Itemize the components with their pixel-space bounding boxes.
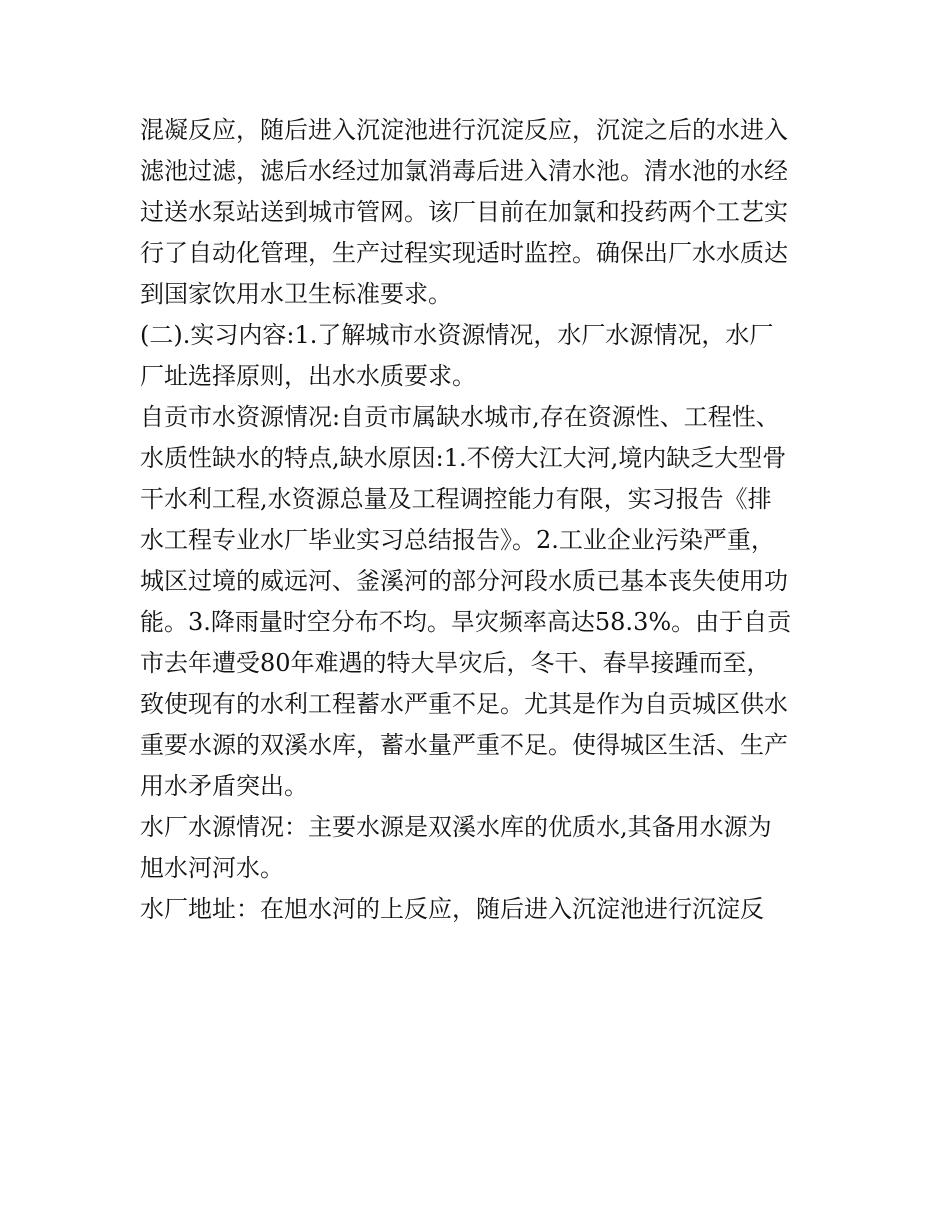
- text-line: 行了自动化管理，生产过程实现适时监控。确保出厂水水质达: [140, 239, 788, 267]
- text-line: 旭水河河水。: [140, 854, 284, 882]
- text-line: 自贡市水资源情况:自贡市属缺水城市,存在资源性、工程性、: [140, 403, 780, 431]
- text-line: 干水利工程,水资源总量及工程调控能力有限，实习报告《排: [140, 485, 772, 513]
- text-line: 混凝反应，随后进入沉淀池进行沉淀反应，沉淀之后的水进入: [140, 116, 788, 144]
- text-line: 市去年遭受80年难遇的特大旱灾后，冬干、春旱接踵而至，: [140, 649, 771, 677]
- text-line: 水质性缺水的特点,缺水原因:1.不傍大江大河,境内缺乏大型骨: [140, 444, 787, 472]
- text-line: 水工程专业水厂毕业实习总结报告》。2.工业企业污染严重，: [140, 526, 775, 554]
- text-line: 水厂水源情况：主要水源是双溪水库的优质水,其备用水源为: [140, 813, 772, 841]
- text-line: 水厂地址：在旭水河的上反应，随后进入沉淀池进行沉淀反: [140, 895, 764, 923]
- text-line: 过送水泵站送到城市管网。该厂目前在加氯和投药两个工艺实: [140, 198, 788, 226]
- document-body: [140, 110, 820, 930]
- text-line: 滤池过滤，滤后水经过加氯消毒后进入清水池。清水池的水经: [140, 157, 788, 185]
- text-line: 厂址选择原则，出水水质要求。: [140, 362, 476, 390]
- text-line: (二).实习内容:1.了解城市水资源情况，水厂水源情况，水厂: [140, 321, 774, 349]
- text-line: 城区过境的威远河、釜溪河的部分河段水质已基本丧失使用功: [140, 567, 788, 595]
- text-line: 重要水源的双溪水库，蓄水量严重不足。使得城区生活、生产: [140, 731, 788, 759]
- text-line: 能。3.降雨量时空分布不均。旱灾频率高达58.3%。由于自贡: [140, 608, 792, 636]
- text-line: 致使现有的水利工程蓄水严重不足。尤其是作为自贡城区供水: [140, 690, 788, 718]
- text-line: 到国家饮用水卫生标准要求。: [140, 280, 452, 308]
- text-line: 用水矛盾突出。: [140, 772, 308, 800]
